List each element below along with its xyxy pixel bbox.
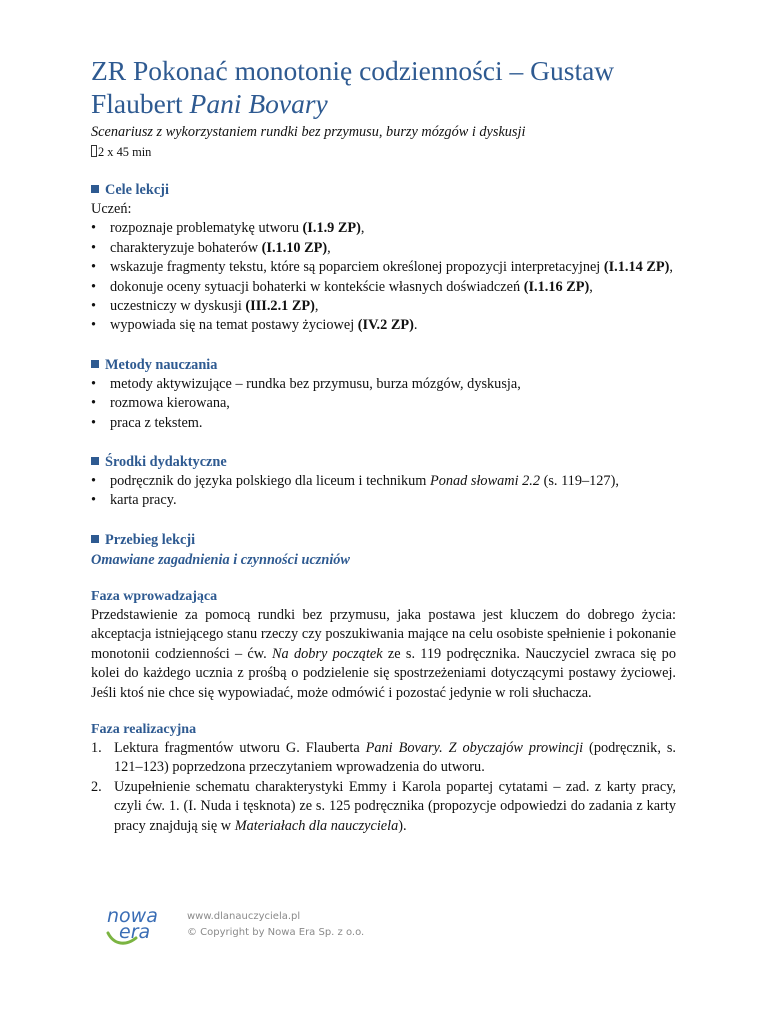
list-item: • rozmowa kierowana, <box>91 394 676 413</box>
logo-word-nowa: nowa <box>107 905 158 927</box>
list-item: • metody aktywizujące – rundka bez przymusu, burza mózgów, dyskusja, <box>91 375 676 394</box>
clock-icon <box>91 145 97 157</box>
list-item: • praca z tekstem. <box>91 414 676 433</box>
goals-list <box>91 219 676 335</box>
realization-list <box>91 739 676 836</box>
square-bullet-icon <box>91 185 99 193</box>
logo-word-era: era <box>119 921 151 943</box>
realization-phase-heading: Faza realizacyjna <box>91 721 197 737</box>
list-item: • karta pracy. <box>91 491 676 510</box>
list-item: • wypowiada się na temat postawy życiowej (IV.2 ZP). <box>91 316 676 335</box>
page-title: ZR Pokonać monotonię codzienności – Gustaw Flaubert Pani Bovary <box>91 55 615 119</box>
goals-intro: Uczeń: <box>91 201 132 217</box>
list-item: 1. Lektura fragmentów utworu G. Flauberta Pani Bovary. Z obyczajów prowincji (podręcznik, s. 121–123) poprzedzona przeczytaniem wprowadzenia do utworu. <box>91 739 676 776</box>
footer <box>106 902 406 952</box>
list-item: • dokonuje oceny sytuacji bohaterki w kontekście własnych doświadczeń (I.1.16 ZP), <box>91 278 676 297</box>
list-item: • wskazuje fragmenty tekstu, które są poparciem określonej propozycji interpretacyjnej (I.1.14 ZP), <box>91 258 676 277</box>
means-list <box>91 472 676 511</box>
list-item: • charakteryzuje bohaterów (I.1.10 ZP), <box>91 239 676 258</box>
list-item: • rozpoznaje problematykę utworu (I.1.9 ZP), <box>91 219 676 238</box>
footer-text <box>187 909 364 941</box>
duration <box>91 144 676 161</box>
list-item: • podręcznik do języka polskiego dla liceum i technikum Ponad słowami 2.2 (s. 119–127), <box>91 472 676 491</box>
means-heading: Środki dydaktyczne <box>91 453 676 472</box>
duration-text: 2 x 45 min <box>98 145 152 159</box>
document-content <box>91 54 676 836</box>
goals-heading: Cele lekcji <box>91 181 676 200</box>
list-item: 2. Uzupełnienie schematu charakterystyki Emmy i Karola popartej cytatami – zad. z karty pracy, czyli ćw. 1. (I. Nuda i tęsknota) ze s. 125 podręcznika (propozycje odpowiedzi do zadania z karty pracy znajdują się w Materiałach dla nauczyciela). <box>91 778 676 834</box>
course-subheading: Omawiane zagadnienia i czynności uczniów <box>91 551 350 568</box>
course-heading: Przebieg lekcji <box>91 531 676 550</box>
square-bullet-icon <box>91 457 99 465</box>
square-bullet-icon <box>91 360 99 368</box>
title-work: Pani Bovary <box>189 88 328 119</box>
footer-website[interactable]: www.dlanauczyciela.pl <box>187 911 301 922</box>
methods-heading: Metody nauczania <box>91 356 676 375</box>
subtitle: Scenariusz z wykorzystaniem rundki bez przymusu, burzy mózgów i dyskusji <box>91 124 526 140</box>
square-bullet-icon <box>91 535 99 543</box>
nowa-era-logo <box>106 902 170 946</box>
methods-list <box>91 375 676 433</box>
list-item: • uczestniczy w dyskusji (III.2.1 ZP), <box>91 297 676 316</box>
footer-copyright: © Copyright by Nowa Era Sp. z o.o. <box>187 927 365 938</box>
intro-phase-text: Przedstawienie za pomocą rundki bez przymusu, jaka postawa jest kluczem do dobrego życia: akceptacja istniejącego stanu rzeczy czy poszukiwania mające na celu osobiste spełnienie i pokonanie monotonii codzienności – ćw. Na dobry początek ze s. 119 podręcznika. Nauczyciel zwraca się po kolei do każdego ucznia z prośbą o podzielenie się spostrzeżeniami dotyczącymi postawy życiowej. Jeśli ktoś nie chce się wypowiadać, może odmówić i pozostać jedynie w roli słuchacza. <box>91 606 676 701</box>
intro-phase-heading: Faza wprowadzająca <box>91 588 218 604</box>
